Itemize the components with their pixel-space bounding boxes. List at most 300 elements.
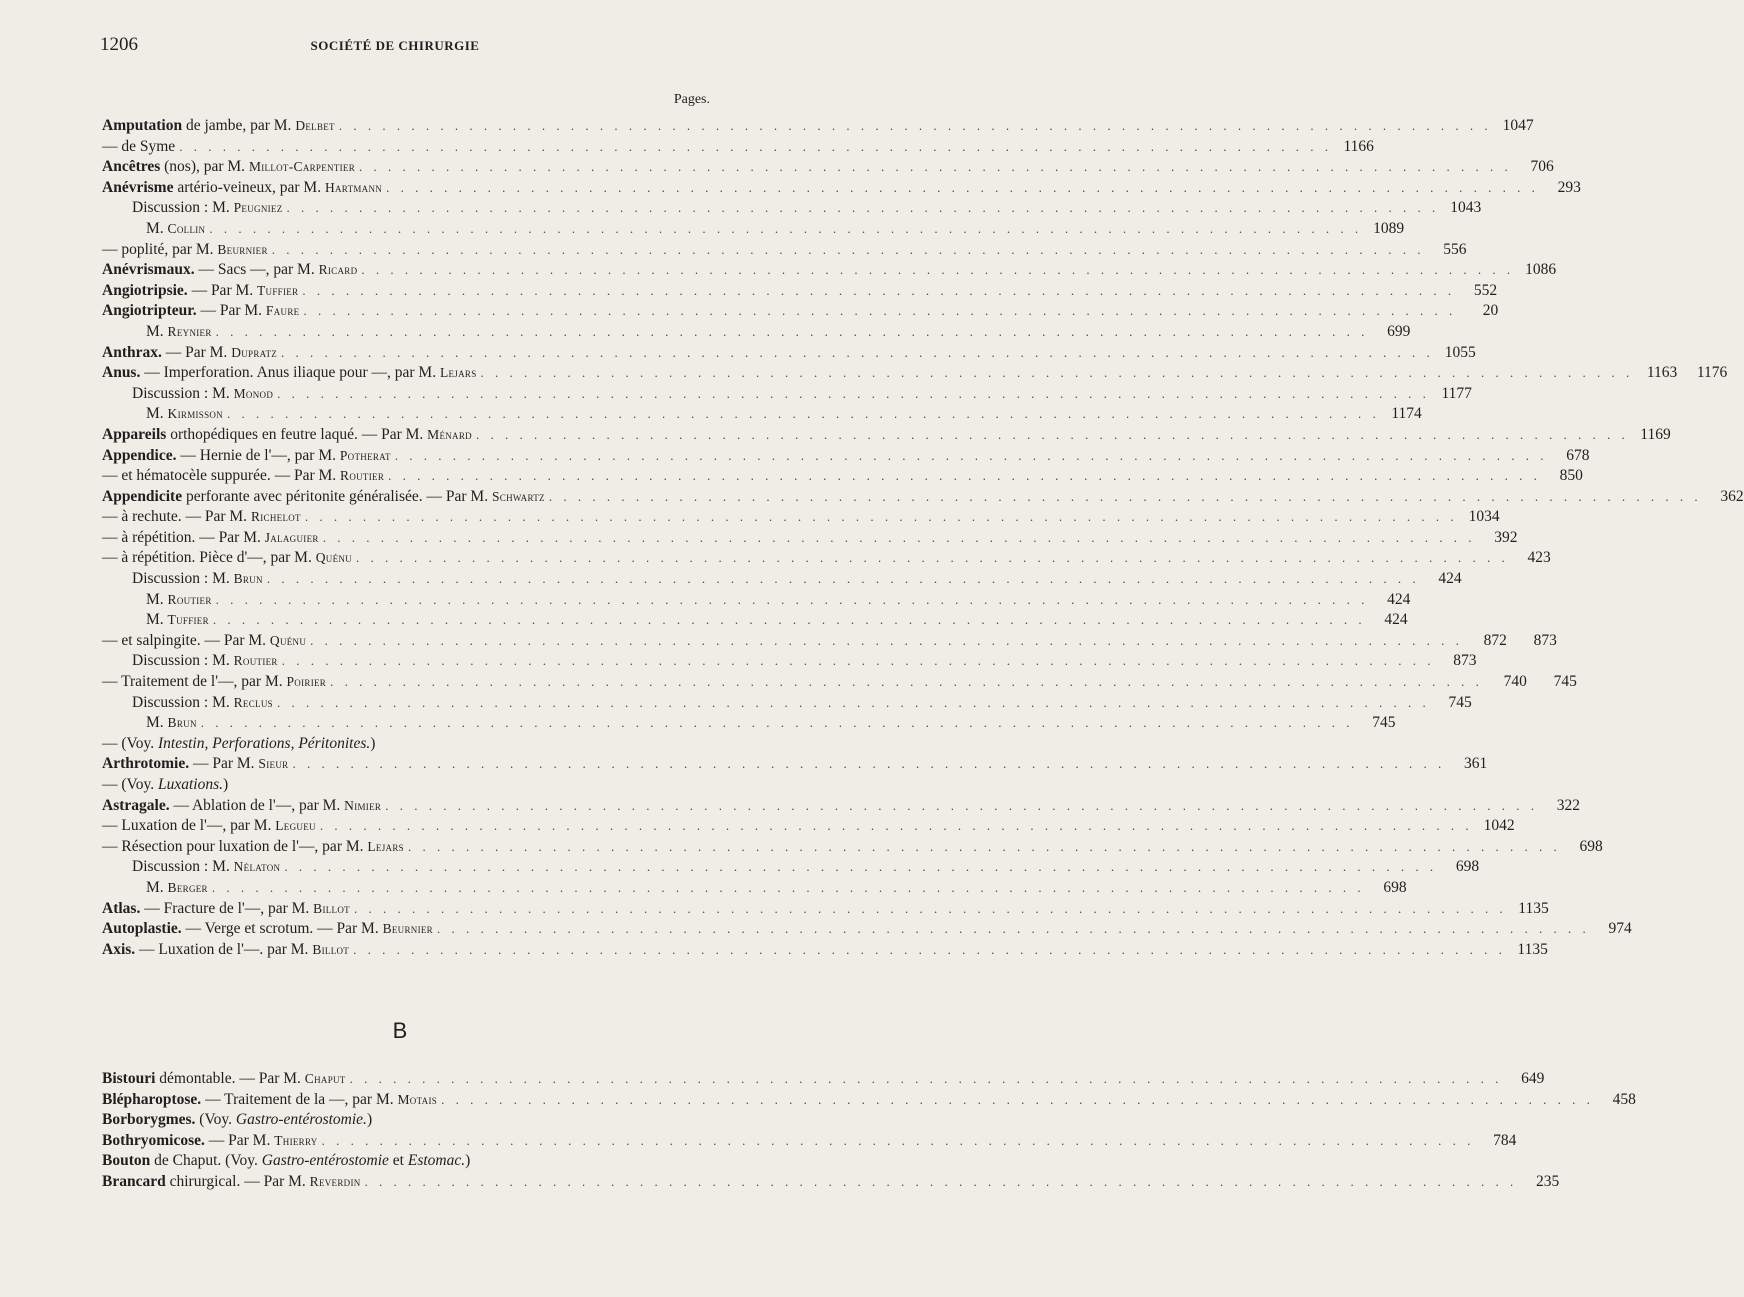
- entry-text: [102, 817, 316, 835]
- entry-heading: Arthrotomie.: [102, 755, 190, 773]
- entry-page: 1166: [1343, 137, 1374, 155]
- entry-description: M.: [146, 590, 168, 608]
- dot-leader: [272, 242, 1425, 258]
- page-number: 1206: [100, 34, 138, 55]
- entry-text: [132, 858, 280, 876]
- index-entry: [102, 1152, 682, 1173]
- index-entry: [102, 302, 1499, 323]
- dot-leader: [354, 901, 1507, 917]
- index-entry: [102, 590, 1411, 612]
- index-entry: [102, 1111, 682, 1132]
- dot-leader: [179, 139, 1332, 155]
- entry-page: 1176: [1696, 364, 1728, 382]
- dot-leader: [284, 859, 1437, 875]
- entry-text: [146, 405, 223, 423]
- entry-description: de Chaput. (Voy.: [150, 1152, 262, 1170]
- entry-description: M.: [146, 219, 168, 237]
- dot-leader: [302, 283, 1455, 299]
- entry-text: [146, 591, 212, 609]
- entry-author: Tuffier: [167, 612, 209, 628]
- entry-description: Discussion : M.: [132, 693, 234, 711]
- entry-text: [102, 158, 355, 176]
- entry-author: Potherat: [339, 447, 391, 463]
- dot-leader: [437, 921, 1590, 937]
- index-entry: [102, 735, 682, 756]
- dot-leader: [408, 839, 1561, 855]
- entry-author: Sieur: [258, 756, 289, 772]
- entry-description: M.: [146, 322, 168, 340]
- entry-description: — Verge et scrotum. — Par M.: [181, 920, 383, 938]
- entry-description: — Luxation de l'—, par M.: [102, 817, 276, 835]
- entry-heading: Brancard: [102, 1172, 166, 1190]
- index-entry: [102, 384, 1472, 406]
- index-entry: [102, 137, 1374, 159]
- index-entry: [102, 508, 1500, 529]
- entry-page: 235: [1536, 1172, 1560, 1190]
- dot-leader: [201, 715, 1354, 731]
- index-entry: [102, 1172, 1560, 1194]
- entry-author: Richelot: [250, 509, 301, 525]
- dot-leader: [212, 880, 1365, 896]
- entry-author: Billot: [312, 941, 350, 957]
- index-entry: [102, 425, 1671, 447]
- entry-text: [102, 900, 350, 918]
- entry-text: [102, 797, 381, 815]
- dot-leader: [481, 365, 1634, 381]
- entry-text: [102, 447, 391, 465]
- entry-page: 1169: [1640, 425, 1671, 443]
- entry-page: 1089: [1373, 219, 1405, 237]
- entry-author: Dupratz: [231, 344, 278, 360]
- index-entry: [102, 631, 1557, 653]
- index-entry: [102, 837, 1603, 859]
- entry-text: [102, 467, 384, 485]
- entry-author: Ménard: [427, 426, 472, 442]
- entry-description: — Par M.: [187, 281, 258, 299]
- entry-text: [102, 508, 301, 526]
- entry-page: 1047: [1502, 117, 1534, 134]
- entry-text: [146, 220, 205, 238]
- entry-description: — à rechute. — Par M.: [102, 508, 251, 526]
- entry-page: 698: [1383, 878, 1407, 896]
- index-entry: [102, 899, 1549, 921]
- index-entry: [102, 199, 1482, 220]
- dot-leader: [385, 798, 1538, 814]
- entry-page: 424: [1384, 611, 1408, 629]
- entry-text: [102, 776, 228, 794]
- entry-heading: Autoplastie.: [102, 920, 182, 938]
- index-entry: [102, 878, 1407, 900]
- entry-author: Routier: [233, 653, 278, 669]
- entry-description: M.: [146, 611, 168, 629]
- entry-description: Discussion : M.: [132, 570, 234, 588]
- entry-page: 392: [1494, 528, 1518, 546]
- index-entry: [102, 281, 1498, 303]
- entry-text: [102, 529, 319, 547]
- entry-text: [102, 364, 477, 382]
- entry-author: Ricard: [318, 262, 358, 278]
- entry-description: et: [388, 1152, 408, 1170]
- index-entry: [102, 240, 1467, 262]
- entry-heading: Atlas.: [102, 899, 141, 917]
- entry-page: 706: [1530, 158, 1554, 176]
- entry-page: 850: [1559, 467, 1583, 485]
- dot-leader: [323, 530, 1476, 546]
- entry-description: — Par M.: [189, 755, 259, 773]
- entry-text: [146, 714, 197, 732]
- entry-reference: Estomac.: [407, 1152, 466, 1170]
- page-header: [100, 34, 690, 60]
- entry-description: M.: [146, 714, 168, 732]
- entry-description: de jambe, par M.: [182, 117, 296, 134]
- entry-description: — poplité, par M.: [102, 240, 218, 258]
- entry-heading: Amputation: [102, 117, 183, 134]
- entry-description: — et hématocèle suppurée. — Par M.: [102, 467, 341, 485]
- entry-author: Reclus: [233, 694, 273, 710]
- dot-leader: [441, 1092, 1594, 1108]
- entry-description: — Résection pour luxation de l'—, par M.: [102, 837, 368, 855]
- entry-page: 745: [1553, 673, 1577, 691]
- index-entry: [102, 796, 1580, 818]
- entry-page: 1177: [1441, 384, 1472, 402]
- entry-text: [102, 838, 404, 856]
- entry-author: Millot-Carpentier: [248, 159, 356, 175]
- entry-heading: Bistouri: [102, 1070, 156, 1087]
- index-entry: [102, 219, 1405, 241]
- entry-text: [102, 138, 175, 156]
- entry-page: 1135: [1517, 940, 1548, 958]
- entry-text: [102, 261, 357, 279]
- entry-author: Beurnier: [217, 241, 268, 257]
- entry-description: — Luxation de l'—. par M.: [135, 940, 313, 958]
- entry-text: [102, 920, 433, 938]
- entry-description: — et salpingite. — Par M.: [102, 631, 270, 649]
- entry-text: [132, 385, 273, 403]
- dot-leader: [388, 468, 1541, 484]
- entry-author: Kirmisson: [167, 406, 224, 422]
- index-entry: [102, 570, 1462, 591]
- index-entry: [102, 446, 1590, 468]
- entry-author: Nélaton: [233, 859, 281, 875]
- entry-page: 872: [1483, 631, 1507, 649]
- entry-author: Jalaguier: [264, 529, 319, 545]
- entry-reference: Intestin, Perforations, Péritonites.: [157, 734, 371, 752]
- dot-leader: [292, 756, 1445, 772]
- entry-author: Brun: [167, 715, 197, 731]
- entry-author: Hartmann: [324, 179, 383, 195]
- entry-author: Chaput: [304, 1071, 346, 1086]
- entry-description: — Traitement de la —, par M.: [201, 1090, 398, 1108]
- entry-page: 1042: [1483, 817, 1515, 835]
- entry-heading: Borborygmes.: [102, 1111, 196, 1129]
- index-entry: [102, 920, 1632, 941]
- entry-description: — Par M.: [196, 302, 266, 320]
- entry-description: ): [465, 1152, 471, 1170]
- index-entry: [102, 364, 1728, 385]
- entry-page: 322: [1556, 796, 1580, 814]
- entry-heading: Bouton: [102, 1152, 151, 1170]
- dot-leader: [549, 489, 1702, 505]
- dot-leader: [386, 180, 1539, 196]
- dot-leader: [216, 592, 1369, 608]
- entry-heading: Anthrax.: [102, 343, 162, 361]
- index-entry: [102, 940, 1548, 962]
- entry-heading: Anévrismaux.: [102, 261, 195, 279]
- index-entry: [102, 487, 1744, 509]
- entry-heading: Angiotripsie.: [102, 281, 188, 299]
- entry-text: [132, 570, 263, 588]
- entry-description: Discussion : M.: [132, 652, 234, 670]
- entry-heading: Bothryomicose.: [102, 1131, 205, 1149]
- entry-heading: Axis.: [102, 940, 136, 958]
- entry-reference: Luxations.: [157, 776, 224, 793]
- entry-author: Faure: [265, 303, 300, 319]
- entry-page: 1174: [1391, 405, 1422, 423]
- index-entry: [102, 673, 1577, 694]
- entry-description: — Imperforation. Anus iliaque pour —, par M.: [140, 364, 440, 382]
- dot-leader: [330, 674, 1483, 690]
- entry-text: [102, 941, 349, 959]
- entry-text: [102, 1091, 437, 1109]
- dot-leader: [350, 1071, 1503, 1087]
- entry-description: — Fracture de l'—, par M.: [140, 899, 314, 917]
- entry-author: Berger: [167, 879, 208, 895]
- entry-page: 556: [1443, 240, 1467, 258]
- entry-author: Motais: [397, 1091, 438, 1107]
- entry-description: — (Voy.: [102, 776, 158, 793]
- entry-heading: Anus.: [102, 364, 141, 382]
- entry-author: Beurnier: [382, 921, 433, 937]
- entry-page: 873: [1533, 631, 1557, 649]
- entry-text: [102, 241, 268, 259]
- index-entry: [102, 178, 1581, 200]
- entry-page: 362: [1720, 487, 1744, 505]
- entry-description: — de Syme: [102, 137, 176, 155]
- index-entry: [102, 158, 1554, 179]
- entry-page: 552: [1473, 281, 1498, 299]
- entry-page: 698: [1579, 837, 1603, 855]
- dot-leader: [361, 262, 1514, 278]
- index-entry: [102, 322, 1411, 344]
- entry-description: ): [223, 776, 229, 793]
- entry-description: orthopédiques en feutre laqué. — Par M.: [166, 425, 428, 443]
- entry-page: 678: [1566, 446, 1590, 464]
- dot-leader: [216, 324, 1369, 340]
- entry-page: 745: [1448, 693, 1472, 711]
- entry-author: Tuffier: [257, 282, 299, 298]
- entry-page: 1055: [1444, 343, 1476, 361]
- entry-reference: Gastro-entérostomie: [261, 1152, 389, 1170]
- dot-leader: [287, 200, 1440, 216]
- index-entry: [102, 693, 1472, 715]
- entry-heading: Appendice.: [102, 446, 177, 464]
- entry-text: [102, 1070, 346, 1088]
- entry-description: — à répétition. Pièce d'—, par M.: [102, 549, 316, 567]
- section-letter-b: B: [392, 1018, 408, 1043]
- entry-page: 293: [1557, 178, 1581, 196]
- entry-author: Reverdin: [309, 1173, 361, 1189]
- index-section-a: [102, 117, 1744, 961]
- entry-text: [102, 302, 299, 320]
- dot-leader: [359, 159, 1512, 175]
- entry-page: 649: [1521, 1070, 1545, 1087]
- index-entry: [102, 652, 1477, 673]
- entry-author: Reynier: [167, 323, 212, 339]
- dot-leader: [282, 653, 1435, 669]
- entry-author: Routier: [340, 468, 385, 484]
- dot-leader: [281, 345, 1434, 361]
- index-entry: [102, 467, 1583, 488]
- entry-author: Lejars: [367, 838, 404, 854]
- entry-description: — Sacs —, par M.: [194, 261, 319, 279]
- entry-page: 1043: [1450, 199, 1482, 217]
- dot-leader: [227, 406, 1380, 422]
- entry-text: [102, 488, 545, 506]
- index-entry: [102, 549, 1551, 570]
- dot-leader: [303, 303, 1456, 319]
- entry-heading: Appareils: [102, 425, 167, 443]
- entry-description: — Ablation de l'—, par M.: [169, 796, 345, 814]
- entry-author: Nimier: [344, 797, 382, 813]
- entry-description: M.: [146, 405, 168, 423]
- index-entry: [102, 1070, 1545, 1091]
- entry-heading: Astragale.: [102, 796, 170, 814]
- dot-leader: [365, 1174, 1518, 1190]
- entry-text: [102, 282, 298, 300]
- entry-author: Lejars: [439, 365, 477, 381]
- entry-text: [146, 611, 209, 629]
- dot-leader: [395, 448, 1548, 464]
- entry-description: artério-veineux, par M.: [173, 178, 325, 196]
- index-entry: [102, 776, 682, 797]
- entry-page: 974: [1608, 920, 1632, 938]
- entry-text: [102, 549, 352, 567]
- dot-leader: [305, 509, 1458, 525]
- entry-reference: Gastro-entérostomie.: [235, 1111, 367, 1129]
- entry-author: Collin: [167, 220, 206, 236]
- entry-page: 784: [1493, 1131, 1517, 1149]
- entry-author: Quénu: [315, 550, 352, 566]
- dot-leader: [267, 571, 1420, 587]
- entry-description: ): [366, 1111, 373, 1129]
- entry-author: Quénu: [269, 632, 307, 648]
- entry-text: [102, 344, 277, 362]
- entry-description: — à répétition. — Par M.: [102, 528, 265, 546]
- entry-text: [102, 1152, 470, 1170]
- entry-page: 745: [1372, 714, 1396, 732]
- entry-heading: Appendicite: [102, 487, 183, 505]
- entry-page: 424: [1438, 570, 1462, 588]
- entry-description: démontable. — Par M.: [155, 1070, 305, 1087]
- entry-description: — Hernie de l'—, par M.: [176, 446, 340, 464]
- entry-heading: Ancêtres: [102, 158, 161, 176]
- index-entry: [102, 117, 1534, 138]
- index-entry: [102, 528, 1518, 550]
- entry-description: ): [370, 734, 376, 752]
- entry-text: [102, 1111, 372, 1129]
- entry-page: 20: [1482, 302, 1499, 320]
- entry-page: 1034: [1468, 508, 1500, 526]
- entry-text: [132, 694, 273, 712]
- entry-text: [146, 323, 212, 341]
- entry-author: Monod: [233, 385, 274, 401]
- dot-leader: [476, 427, 1629, 443]
- entry-heading: Angiotripteur.: [102, 302, 197, 320]
- entry-description: perforante avec péritonite généralisée. — Par M.: [182, 487, 492, 505]
- entry-description: — (Voy.: [102, 734, 158, 752]
- dot-leader: [339, 118, 1492, 134]
- dot-leader: [320, 818, 1473, 834]
- entry-text: [132, 199, 283, 217]
- entry-description: — Traitement de l'—, par M.: [102, 673, 287, 691]
- index-section-b: [102, 1070, 1636, 1194]
- entry-page: 1135: [1518, 899, 1549, 917]
- index-entry: [102, 1131, 1517, 1153]
- entry-author: Peugniez: [233, 200, 283, 216]
- entry-description: — Par M.: [161, 343, 232, 361]
- entry-description: Discussion : M.: [132, 384, 234, 402]
- entry-text: [102, 179, 382, 197]
- dot-leader: [213, 612, 1366, 628]
- entry-text: [102, 632, 306, 650]
- index-entry: [102, 755, 1488, 776]
- entry-text: [102, 426, 472, 444]
- index-entry: [102, 714, 1396, 735]
- entry-text: [146, 879, 208, 897]
- entry-page: 699: [1387, 322, 1411, 340]
- entry-page: 1163: [1646, 364, 1678, 382]
- entry-author: Delbet: [295, 118, 335, 133]
- running-title: SOCIÉTÉ DE CHIRURGIE: [310, 38, 480, 53]
- entry-description: chirurgical. — Par M.: [165, 1172, 310, 1190]
- entry-page: 361: [1463, 755, 1488, 773]
- dot-leader: [277, 695, 1430, 711]
- pages-column-label: Pages.: [673, 92, 710, 107]
- entry-text: [102, 117, 335, 135]
- index-entry: [102, 343, 1476, 365]
- entry-page: 458: [1612, 1090, 1636, 1108]
- dot-leader: [322, 1133, 1475, 1149]
- index-entry: [102, 405, 1422, 426]
- entry-page: 740: [1503, 673, 1527, 691]
- entry-author: Poirier: [286, 674, 327, 690]
- entry-text: [102, 755, 288, 773]
- entry-page: 698: [1455, 858, 1480, 876]
- entry-description: M.: [146, 878, 168, 896]
- entry-page: 873: [1453, 652, 1477, 670]
- index-entry: [102, 1090, 1636, 1112]
- entry-page: 424: [1387, 590, 1411, 608]
- entry-text: [102, 735, 375, 753]
- entry-text: [132, 652, 278, 670]
- entry-author: Billot: [313, 900, 350, 916]
- entry-description: — Par M.: [204, 1131, 275, 1149]
- dot-leader: [310, 633, 1463, 649]
- entry-page: 1086: [1525, 261, 1557, 279]
- entry-description: (Voy.: [195, 1111, 236, 1129]
- entry-author: Legueu: [275, 818, 316, 834]
- index-entry: [102, 261, 1557, 282]
- entry-heading: Blépharoptose.: [102, 1090, 202, 1108]
- entry-author: Schwartz: [491, 488, 545, 504]
- entry-author: Thierry: [274, 1132, 318, 1148]
- dot-leader: [353, 942, 1506, 958]
- entry-author: Brun: [233, 571, 263, 587]
- index-entry: [102, 817, 1515, 838]
- dot-leader: [277, 386, 1430, 402]
- entry-description: (nos), par M.: [160, 158, 249, 176]
- entry-text: [102, 1132, 318, 1150]
